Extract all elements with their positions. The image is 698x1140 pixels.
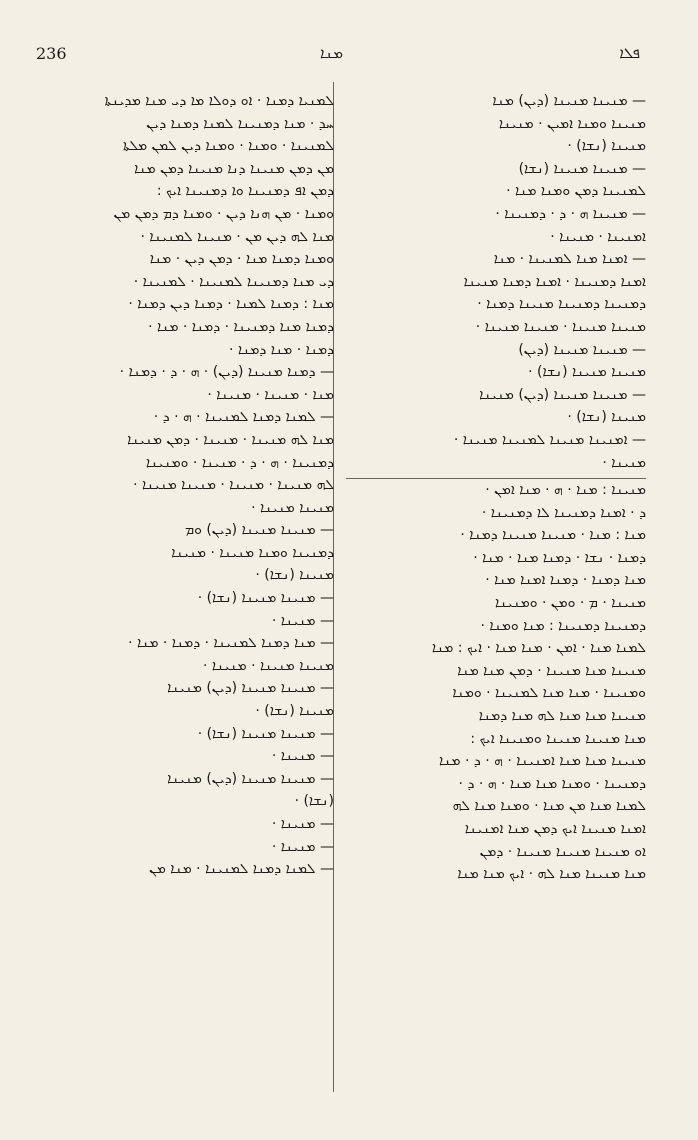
text-line: ܕܡܢܝܢܐ · ܗ · ܕ · ܡܢܝܢܐ · ܘܡܢܝܢܐ	[145, 454, 334, 471]
text-line: ܠܡܢܐ ܡܢܐ · ܐܡܢ · ܡܢܐ ܡܢܐ · ܐܝܟ : ܡܢܐ	[431, 640, 646, 657]
text-line: ܡܢܝܢܐ (ܢܫܐ) ·	[255, 703, 334, 720]
text-line: ܡܢܝܢܐ (ܢܫܐ) ·	[255, 567, 334, 584]
text-line: — ܠܡܢܐ ܕܡܢܐ ܠܡܢܝܢܐ · ܡܢܐ ܡܢ	[149, 861, 334, 878]
text-line: ܡܢܝܢܐ ܡܢܝܢܐ · ܡܢܝܢܐ ܡܢܝܢܐ ·	[475, 318, 646, 335]
text-line: ܐܘ ܡܢܝܢܐ ܡܢܝܢܐ ܡܢܝܢܐ · ܕܡܢ	[479, 843, 646, 860]
text-line: — ܡܢܝܢܐ ܡܢܝܢܐ (ܕܝܢ) ܡܢܐ	[492, 93, 646, 109]
text-line: ܡܢܝܢܐ ·	[602, 454, 646, 471]
text-line: ܡܢܝܢܐ ܡܢܐ ܡܢܐ ܠܗ ܡܢܐ ܕܡܢܐ	[478, 708, 646, 725]
text-line: ܡܢܐ : ܡܢܐ · ܡܢܝܢܐ ܡܢܝܢܐ ܕܡܢܐ ·	[460, 527, 646, 544]
page-number: 236	[36, 44, 67, 63]
text-line: ܕ · ܐܡܢܐ ܕܡܢܝܢܐ ܠܐ ܕܡܢܝܢܐ ·	[481, 504, 646, 521]
text-line: ܡܢܐ · ܡܢܝܢܐ · ܡܢܝܢܐ ·	[207, 386, 334, 403]
text-line: ܐܡܢܐ ܕܡܢܝܢܐ · ܐܡܢܐ ܕܡܢܐ ܡܢܝܢܐ	[463, 273, 646, 290]
text-line: ܡܢܝܢܐ (ܢܫܐ) ·	[567, 138, 646, 155]
text-line: ܠܡܢܐ ܡܢܐ ܡܢ ܡܢܐ · ܘܡܢܐ ܡܢܐ ܠܗ	[452, 798, 646, 815]
text-line: ܐܡܢܝܢܐ · ܡܢܝܢܐ ·	[550, 228, 646, 245]
text-line: ܡܢܝܢܐ ܡܢܐ ܡܢܐ ܐܡܢܝܢܐ · ܗ · ܕ · ܡܢܐ	[439, 753, 646, 770]
text-line: ܡܢܝܢܐ (ܢܫܐ) ·	[567, 409, 646, 426]
text-line: (ܢܫܐ) ·	[294, 793, 334, 810]
text-line: — ܡܢܝܢܐ ܡܢܝܢܐ (ܢܫܐ)	[518, 160, 646, 177]
text-line: ܐܡܢܐ ܡܢܝܢܐ ܐܝܟ ܕܡܢ ܡܢܐ ܐܡܢܝܢܐ	[464, 821, 646, 837]
text-line: ܕܡܢܝܢܐ ܕܡܢܝܢܐ ܡܢܝܢܐ ܕܡܢܐ ·	[477, 296, 646, 313]
text-line: — ܡܢܝܢܐ ·	[271, 838, 334, 855]
text-line: ܠܡܢܝܢܐ · ܘܡܢܐ · ܘܡܢܐ ܕܝܢ ܠܡܢ ܡܠܬܐ	[123, 138, 334, 155]
text-line: ܕܡܢܝܢܐ · ܘܡܢܐ ܡܢܐ ܡܢܐ · ܗ · ܕ ·	[458, 775, 646, 792]
text-line: — ܡܢܝܢܐ ·	[271, 748, 334, 765]
text-line: ܡܢܐ ܠܗ ܡܢܝܢܐ · ܡܢܝܢܐ · ܕܡܢ ܡܢܝܢܐ	[127, 431, 334, 448]
text-line: — ܐܡܢܐ ܡܢܐ ܠܡܢܝܢܐ · ܡܢܐ	[493, 251, 646, 268]
text-line: ܕܡܢ ܐܦ ܕܡܢܝܢܐ ܘܐ ܕܡܢܝܢܐ ܐܝܟ :	[156, 183, 334, 200]
text-line: — ܡܢܝܢܐ ·	[271, 816, 334, 832]
left-column	[34, 90, 334, 881]
text-line: — ܠܡܢܐ ܕܡܢܐ ܠܡܢܝܢܐ · ܗ · ܕ ·	[153, 409, 334, 426]
text-line: ܚܕ · ܡܢܐ ܕܡܢܝܢܐ ܠܡܢܐ ܕܡܢܐ ܕܝܢ	[146, 115, 334, 132]
text-line: ܡܢܐ ܕܡܢܐ · ܕܡܢܐ ܐܡܢܐ ܡܢܐ ·	[485, 572, 646, 589]
text-line: — ܡܢܐ ܕܡܢܐ ܠܡܢܝܢܐ · ܕܡܢܐ · ܡܢܐ ·	[128, 635, 334, 652]
text-line: ܡܢܐ ܡܢܝܢܐ ܡܢܝܢܐ ܘܡܢܝܢܐ ܐܝܟ :	[470, 730, 646, 747]
text-line: ܠܡܢܝܐ ܕܡܢܐ · ܐܘ ܕܘܠܐ ܡܐ ܕܝ ܡܢܐ ܡܕܝܢܬܐ	[104, 93, 334, 109]
text-line: ܡܢܝܢܐ ܘܡܢܐ ܐܡܝܢ · ܡܢܝܢܐ	[498, 115, 646, 132]
text-line: ܡܢܝܢܐ ܡܢܝܢܐ · ܡܢܝܢܐ ·	[203, 657, 334, 674]
text-line: ܡܢܝܢܐ · ܡ · ܘܡܢ · ܘܡܢܝܢܐ	[494, 595, 646, 612]
text-line: ܕܡܢܐ · ܡܢܐ ܕܡܢܐ ·	[229, 341, 334, 358]
text-line: — ܕܡܢܐ ܡܢܝܢܐ (ܕܝܢ) · ܗ · ܕ · ܕܡܢܐ ·	[119, 364, 334, 381]
text-line: — ܡܢܝܢܐ ܡܢܝܢܐ (ܕܝܢ) ܡܢܝܢܐ	[167, 770, 334, 787]
running-head-center: ܡܢܐ	[320, 44, 344, 62]
text-line: ܕܡܢܐ ܡܢܐ ܕܡܢܝܢܐ · ܕܡܢܐ · ܡܢܐ ·	[148, 318, 334, 335]
text-line: — ܐܡܢܝܢܐ ܡܢܝܢܐ ܠܡܢܝܢܐ ܡܢܝܢܐ ·	[453, 431, 646, 448]
text-line: ܘܡܢܝܢܐ · ܡܢܐ ܡܢܐ ܠܡܢܝܢܐ · ܘܡܢܐ	[452, 685, 646, 702]
text-line: ܕܡܢܝܢܐ ܕܡܢܝܢܐ : ܡܢܐ ܘܡܢܐ ·	[480, 617, 646, 634]
text-line: — ܡܢܝܢܐ ܡܢܝܢܐ (ܕܝܢ)	[518, 341, 646, 358]
text-line: ܠܗ ܡܢܝܢܐ · ܡܢܝܢܐ · ܡܢܝܢܐ ܡܢܝܢܐ ·	[133, 477, 334, 494]
text-line: — ܡܢܝܢܐ ܡܢܝܢܐ (ܕܝܢ) ܘܡ	[185, 522, 334, 539]
text-line: ܡܢܐ ܡܢܝܢܐ ܡܢܐ ܠܗ · ܐܝܟ ܡܢܐ ܡܢܐ	[457, 866, 646, 883]
text-line: ܡܢܐ : ܕܡܢܐ ܠܡܢܐ · ܕܡܢܐ ܕܝܢ ܕܡܢܐ ·	[128, 296, 334, 313]
text-line: ܡܢܐ ܠܗ ܕܝܢ ܡܢ · ܡܢܝܢܐ ܠܡܢܝܢܐ ·	[140, 228, 334, 245]
text-line: ܕܡܢܐ · ܢܫܐ · ܕܡܢܐ ܡܢܐ · ܡܢܐ ·	[473, 549, 646, 566]
text-line: ܕܡܢܝܢܐ ܘܡܢܐ ܡܢܝܢܐ · ܡܢܝܢܐ	[171, 544, 334, 561]
text-line: — ܡܢܝܢܐ ܡܢܝܢܐ (ܕܝܢ) ܡܢܝܢܐ	[479, 386, 646, 403]
text-line: — ܡܢܝܢܐ ܗ · ܕ · ܕܡܢܝܢܐ ·	[495, 205, 646, 222]
text-line: ܡܢ ܕܡܢ ܡܢܝܢܐ ܕܢܐ ܡܢܝܢܐ ܕܡܢ ܡܢܐ	[134, 160, 334, 177]
text-line: — ܡܢܝܢܐ ·	[271, 612, 334, 629]
text-line: ܕܝ ܡܢܐ ܕܡܢܝܢܐ ܠܡܢܝܢܐ · ܠܡܢܝܢܐ ·	[133, 273, 334, 290]
right-column	[346, 90, 646, 886]
text-line: ܠܡܢܝܢܐ ܕܡܢ ܘܡܢܐ ܡܢܐ ·	[506, 183, 646, 200]
text-line: — ܡܢܝܢܐ ܡܢܝܢܐ (ܢܫܐ) ·	[197, 590, 334, 607]
text-line: ܘܡܢܐ · ܡܢ ܗܢܐ ܕܝܢ · ܘܡܢܐ ܕܡ ܕܡܢ ܡܢ	[113, 205, 334, 222]
text-line: ܡܢܝܢܐ ܡܢܐ ܡܢܝܢܐ · ܕܡܢ ܡܢܐ ܡܢܐ	[457, 662, 646, 679]
text-line: — ܡܢܝܢܐ ܡܢܝܢܐ (ܕܝܢ) ܡܢܝܢܐ	[167, 680, 334, 697]
text-line: ܘܡܢܐ ܕܡܢܐ ܡܢܐ · ܕܡܢ ܕܝܢ · ܡܢܐ	[149, 251, 334, 268]
text-line: ܡܢܝܢܐ : ܡܢܐ · ܗ · ܡܢܐ ܐܡܢ ·	[346, 478, 646, 502]
text-line: ܡܢܝܢܐ ܡܢܝܢܐ ·	[251, 499, 334, 516]
text-line: ܡܢܝܢܐ ܡܢܝܢܐ (ܢܫܐ) ·	[528, 364, 646, 381]
running-head-right: ܦܠܐ	[619, 44, 640, 62]
text-line: — ܡܢܝܢܐ ܡܢܝܢܐ (ܢܫܐ) ·	[197, 725, 334, 742]
